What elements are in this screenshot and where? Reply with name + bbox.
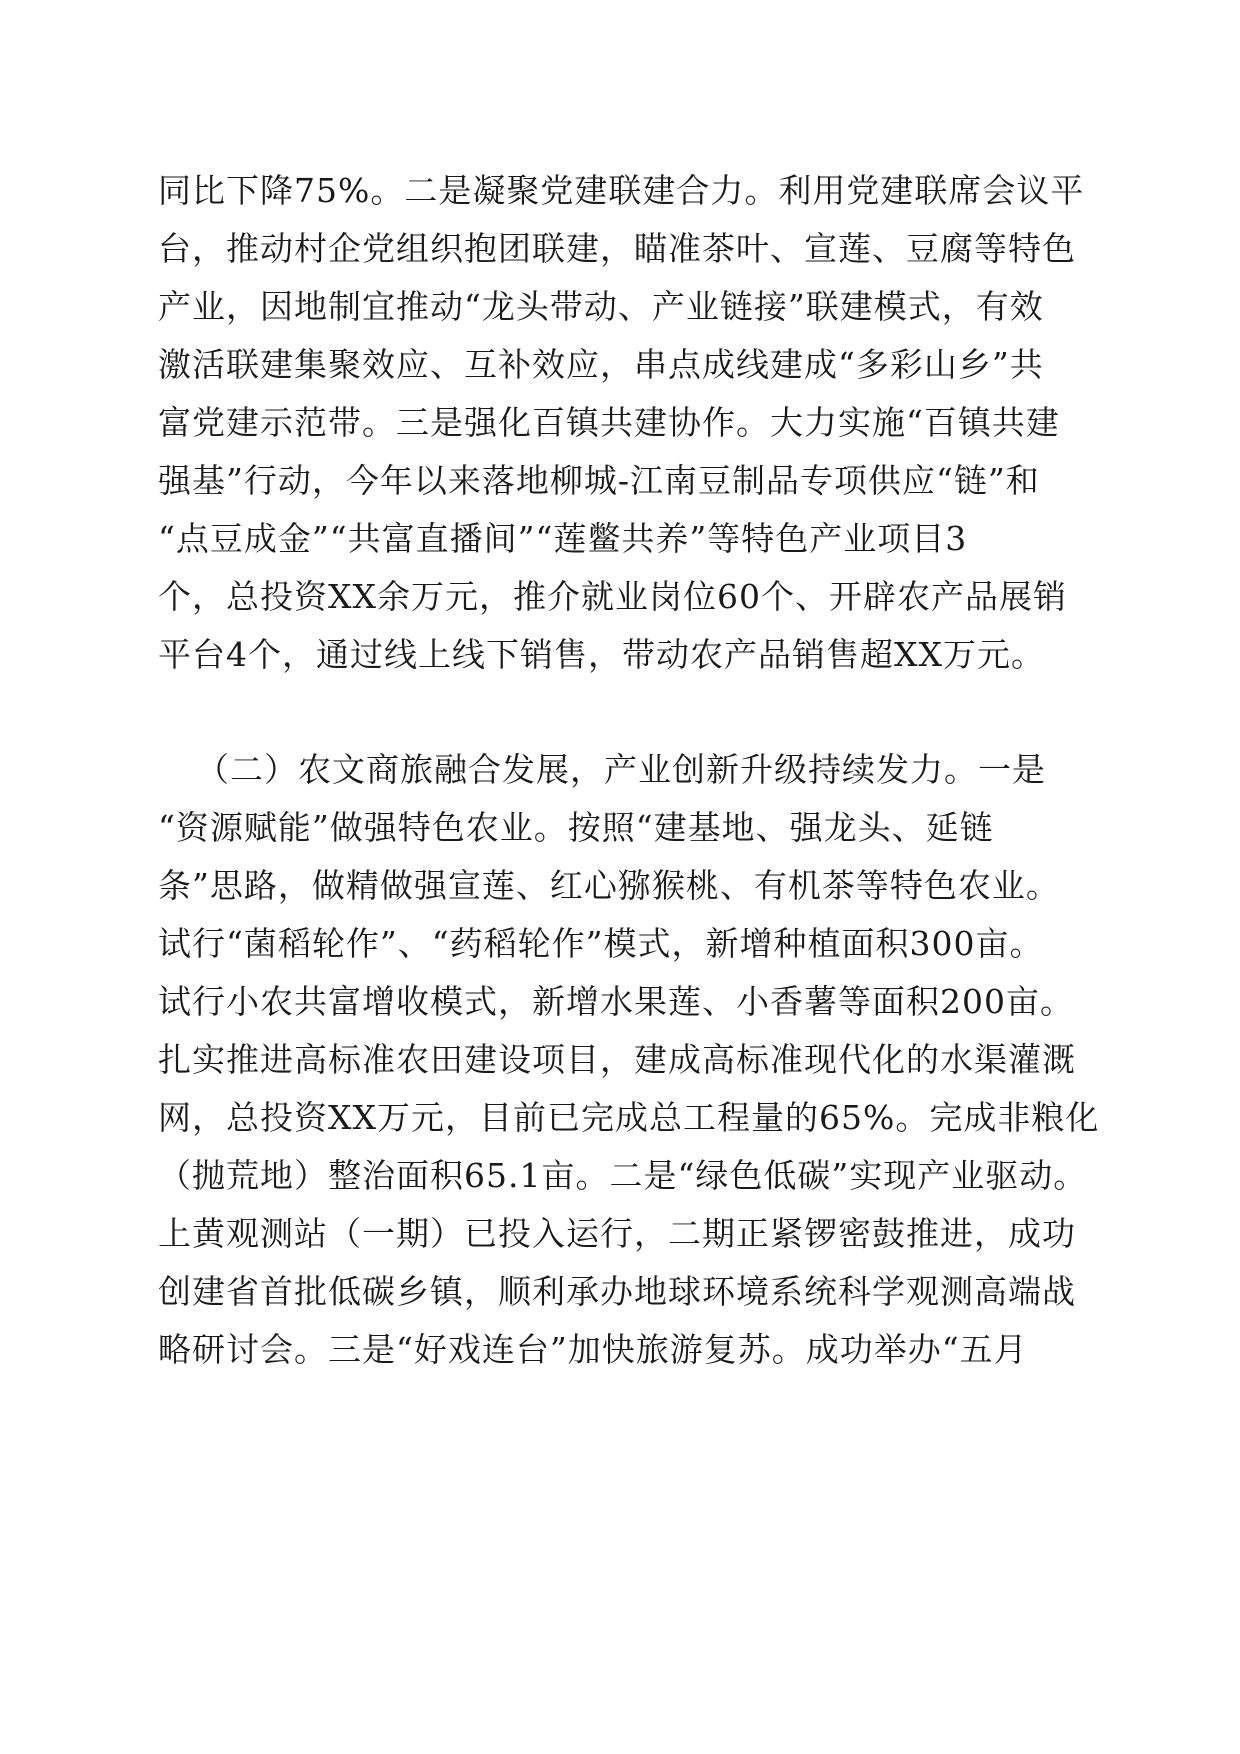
text-line: 同比下降75%。二是凝聚党建联建合力。利用党建联席会议平 bbox=[158, 171, 1085, 210]
text-line: 富党建示范带。三是强化百镇共建协作。大力实施“百镇共建 bbox=[158, 403, 1060, 442]
text-line: 产业，因地制宜推动“龙头带动、产业链接”联建模式，有效 bbox=[158, 287, 1044, 326]
text-line: “点豆成金”“共富直播间”“莲鳖共养”等特色产业项目3 bbox=[158, 519, 968, 558]
text-line: 激活联建集聚效应、互补效应，串点成线建成“多彩山乡”共 bbox=[158, 345, 1044, 384]
text-line: 上黄观测站（一期）已投入运行，二期正紧锣密鼓推进，成功 bbox=[158, 1214, 1076, 1253]
text-line: 平台4个，通过线上线下销售，带动农产品销售超XX万元。 bbox=[158, 635, 1045, 674]
text-line: 试行小农共富增收模式，新增水果莲、小香薯等面积200亩。 bbox=[158, 982, 1074, 1021]
text-line: 强基”行动，今年以来落地柳城-江南豆制品专项供应“链”和 bbox=[158, 461, 1040, 500]
text-line: 台，推动村企党组织抱团联建，瞄准茶叶、宣莲、豆腐等特色 bbox=[158, 229, 1076, 268]
text-line: （二）农文商旅融合发展，产业创新升级持续发力。一是 bbox=[196, 750, 1046, 789]
text-line: 网，总投资XX万元，目前已完成总工程量的65%。完成非粮化 bbox=[158, 1098, 1100, 1137]
text-line: 创建省首批低碳乡镇，顺利承办地球环境系统科学观测高端战 bbox=[158, 1272, 1076, 1311]
text-line: 试行“菌稻轮作”、“药稻轮作”模式，新增种植面积300亩。 bbox=[158, 924, 1044, 963]
text-line: 个，总投资XX余万元，推介就业岗位60个、开辟农产品展销 bbox=[158, 577, 1067, 616]
text-line: （抛荒地）整治面积65.1亩。二是“绿色低碳”实现产业驱动。 bbox=[158, 1156, 1088, 1195]
text-line: “资源赋能”做强特色农业。按照“建基地、强龙头、延链 bbox=[158, 808, 994, 847]
text-line: 条”思路，做精做强宣莲、红心猕猴桃、有机茶等特色农业。 bbox=[158, 866, 1060, 905]
text-line: 略研讨会。三是“好戏连台”加快旅游复苏。成功举办“五月 bbox=[158, 1330, 1028, 1369]
text-line: 扎实推进高标准农田建设项目，建成高标准现代化的水渠灌溉 bbox=[158, 1040, 1076, 1079]
